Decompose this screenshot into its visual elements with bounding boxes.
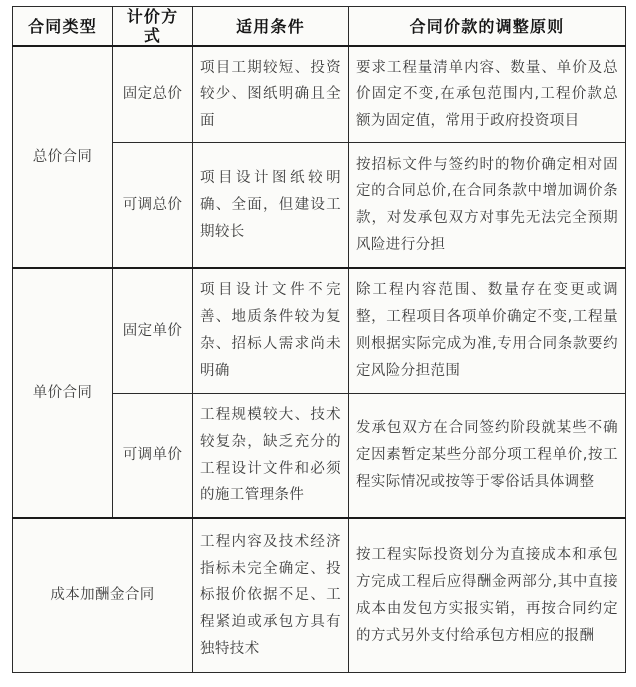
applicable-conditions-cell-adjustable-unit-price: 工程规模较大、技术较复杂，缺乏充分的工程设计文件和必须的施工管理条件 (193, 393, 349, 518)
column-header-price-adjustment-principle: 合同价款的调整原则 (349, 7, 626, 47)
table-row (13, 518, 626, 672)
applicable-conditions-cell-cost-plus-fee: 工程内容及技术经济指标未完全确定、投标报价依据不足、工程紧迫或承包方具有独特技术 (193, 518, 349, 672)
pricing-method-cell-adjustable-lump-sum: 可调总价 (113, 143, 193, 268)
contract-type-cell-lump-sum: 总价合同 (13, 46, 113, 268)
column-header-pricing-method: 计价方式 (113, 7, 193, 47)
applicable-conditions-cell-fixed-lump-sum: 项目工期较短、投资较少、图纸明确且全面 (193, 46, 349, 142)
table-body (13, 46, 626, 672)
price-adjustment-cell-adjustable-unit-price: 发承包双方在合同签约阶段就某些不确定因素暂定某些分部分项工程单价,按工程实际情况或按等于零俗话具体调整 (349, 393, 626, 518)
pricing-method-cell-fixed-unit-price: 固定单价 (113, 268, 193, 393)
pricing-method-cell-adjustable-unit-price: 可调单价 (113, 393, 193, 518)
price-adjustment-cell-adjustable-lump-sum: 按招标文件与签约时的物价确定相对固定的合同总价,在合同条款中增加调价条款，对发承包双方对事先无法完全预期风险进行分担 (349, 143, 626, 268)
applicable-conditions-cell-adjustable-lump-sum: 项目设计图纸较明确、全面，但建设工期较长 (193, 143, 349, 268)
price-adjustment-cell-fixed-lump-sum: 要求工程量清单内容、数量、单价及总价固定不变,在承包范围内,工程价款总额为固定值，常用于政府投资项目 (349, 46, 626, 142)
table-header-row (13, 7, 626, 47)
contract-comparison-table-wrapper (12, 6, 625, 673)
contract-comparison-table (12, 6, 626, 673)
column-header-contract-type: 合同类型 (13, 7, 113, 47)
table-row (13, 46, 626, 142)
price-adjustment-cell-fixed-unit-price: 除工程内容范围、数量存在变更或调整，工程项目各项单价确定不变,工程量则根据实际完成为准,专用合同条款要约定风险分担范围 (349, 268, 626, 393)
table-row (13, 268, 626, 393)
column-header-applicable-conditions: 适用条件 (193, 7, 349, 47)
table-header (13, 7, 626, 47)
applicable-conditions-cell-fixed-unit-price: 项目设计文件不完善、地质条件较为复杂、招标人需求尚未明确 (193, 268, 349, 393)
contract-type-cell-cost-plus-fee: 成本加酬金合同 (13, 518, 193, 672)
contract-type-cell-unit-price: 单价合同 (13, 268, 113, 518)
price-adjustment-cell-cost-plus-fee: 按工程实际投资划分为直接成本和承包方完成工程后应得酬金两部分,其中直接成本由发包方实报实销，再按合同约定的方式另外支付给承包方相应的报酬 (349, 518, 626, 672)
pricing-method-cell-fixed-lump-sum: 固定总价 (113, 46, 193, 142)
